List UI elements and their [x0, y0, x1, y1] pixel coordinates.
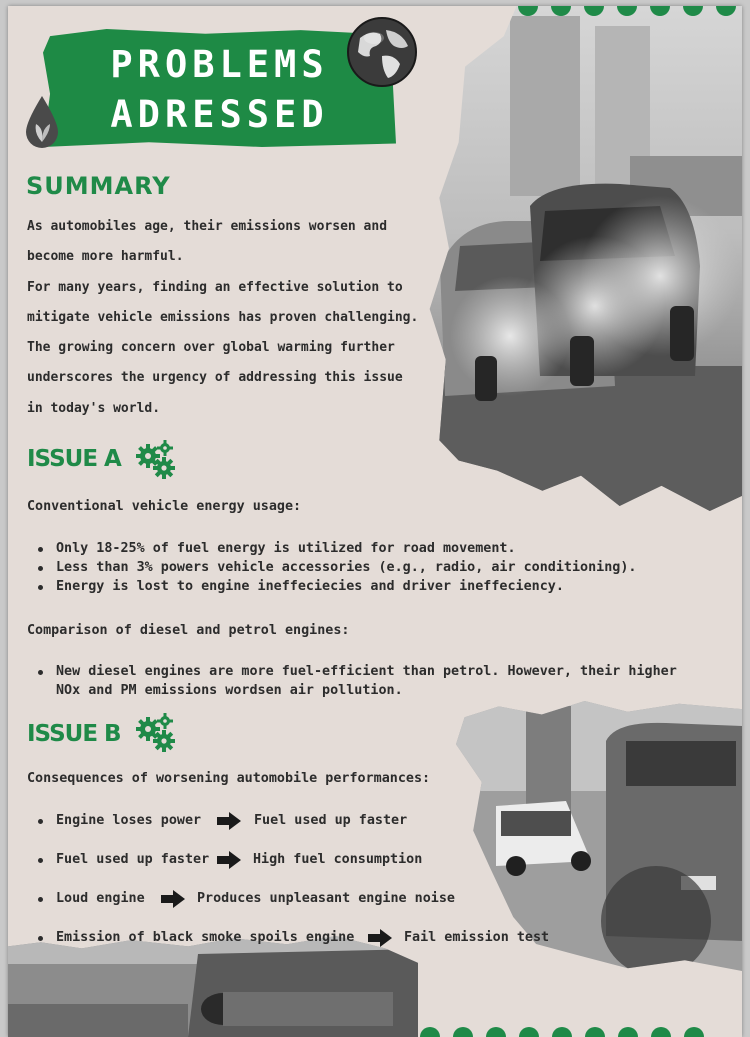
arrow-right-icon — [217, 812, 241, 830]
comparison-title: Comparison of diesel and petrol engines: — [27, 623, 350, 638]
cause-text: Fuel used up faster — [56, 852, 210, 867]
issue-a-bullet: Only 18-25% of fuel energy is utilized for road movement. — [56, 541, 516, 556]
traffic-smoke-photo — [420, 6, 742, 511]
cause-text: Loud engine — [56, 891, 145, 906]
summary-line: The growing concern over global warming further — [27, 340, 395, 356]
issue-a-bullet: Less than 3% powers vehicle accessories (e.g., radio, air conditioning). — [56, 560, 637, 575]
issue-a-intro: Conventional vehicle energy usage: — [27, 499, 302, 514]
summary-heading: SUMMARY — [26, 172, 171, 200]
bullet-dot — [38, 897, 43, 902]
summary-line: underscores the urgency of addressing this issue — [27, 370, 403, 386]
effect-text: Produces unpleasant engine noise — [197, 891, 455, 906]
summary-line: As automobiles age, their emissions worsen and — [27, 219, 388, 234]
summary-text — [27, 212, 427, 424]
title-line-1: PROBLEMS — [110, 43, 329, 86]
bottom-scallop-border — [420, 1027, 704, 1037]
bullet-dot — [38, 819, 43, 824]
effect-text: Fail emission test — [404, 930, 550, 945]
exhaust-pipe-photo — [8, 934, 418, 1037]
bullet-dot — [38, 670, 43, 675]
comparison-bullet — [56, 662, 726, 700]
summary-line: become more harmful. — [27, 249, 184, 265]
bullet-dot — [38, 566, 43, 571]
poster-page — [8, 6, 742, 1037]
arrow-right-icon — [217, 851, 241, 869]
arrow-right-icon — [368, 929, 392, 947]
effect-text: High fuel consumption — [253, 852, 423, 867]
summary-line: mitigate vehicle emissions has proven challenging. — [27, 309, 419, 325]
comparison-line: NOx and PM emissions wordsen air pollution. — [56, 683, 403, 698]
bullet-dot — [38, 936, 43, 941]
bullet-dot — [38, 547, 43, 552]
summary-line: For many years, finding an effective solution to — [27, 279, 403, 295]
gears-icon — [134, 711, 178, 755]
bullet-dot — [38, 585, 43, 590]
effect-text: Fuel used up faster — [254, 813, 408, 828]
bullet-dot — [38, 858, 43, 863]
issue-b-heading: ISSUE B — [27, 721, 121, 747]
top-scallop-border — [518, 6, 736, 16]
cause-text: Emission of black smoke spoils engine — [56, 930, 355, 945]
issue-a-heading: ISSUE A — [27, 446, 121, 472]
summary-line: in today's world. — [27, 400, 161, 416]
issue-b-intro: Consequences of worsening automobile performances: — [27, 771, 431, 786]
issue-a-bullet: Energy is lost to engine ineffeciecies and driver ineffeciency. — [56, 579, 564, 594]
globe-icon — [346, 16, 418, 88]
cause-text: Engine loses power — [56, 813, 202, 828]
title-line-2: ADRESSED — [110, 93, 329, 136]
arrow-right-icon — [161, 890, 185, 908]
leaf-drop-icon — [24, 94, 60, 150]
comparison-line: New diesel engines are more fuel-efficient than petrol. However, their higher — [56, 664, 677, 679]
gears-icon — [134, 438, 178, 482]
page-title — [43, 40, 396, 140]
